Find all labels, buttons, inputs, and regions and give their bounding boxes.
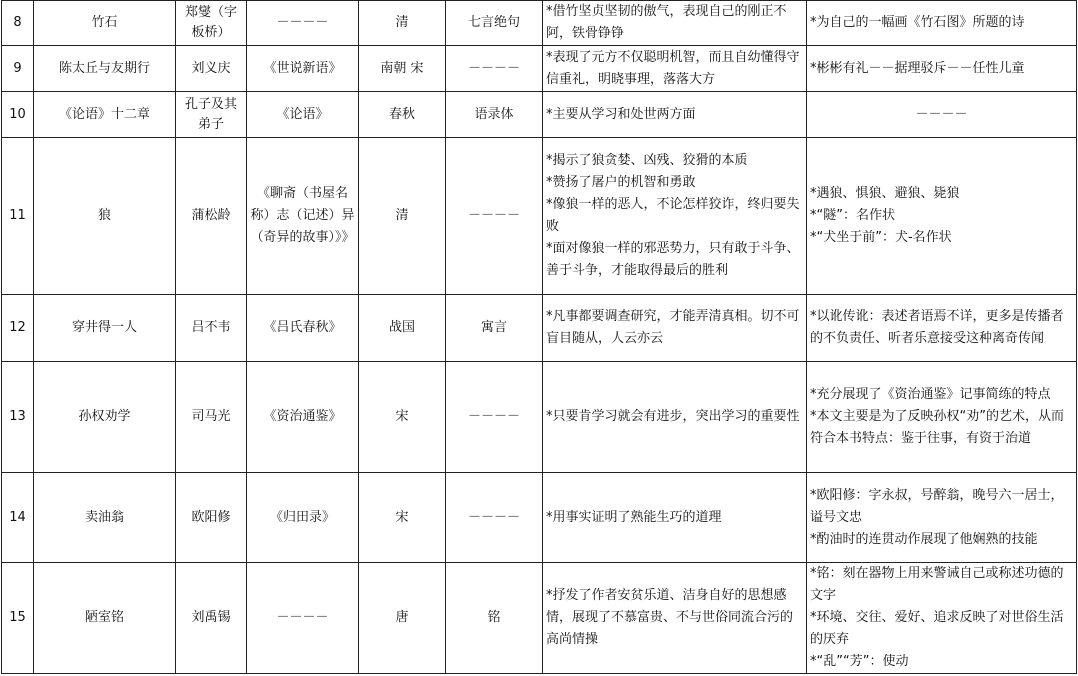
theme-line: *用事实证明了熟能生巧的道理 bbox=[546, 509, 722, 525]
notes-cell bbox=[807, 295, 1077, 362]
source-text: 《资治通鉴》 bbox=[263, 409, 342, 424]
era-cell: 战国 bbox=[359, 295, 446, 362]
notes-cell bbox=[807, 138, 1077, 295]
row-number: 11 bbox=[2, 138, 34, 295]
source-text: 《聊斋（书屋名称）志（记述）异（奇异的故事）》》 bbox=[250, 186, 355, 245]
notes-line: *铭：刻在器物上用来警诫自己或称述功德的文字 bbox=[810, 566, 1064, 603]
author-cell bbox=[176, 473, 247, 563]
notes-line: *充分展现了《资治通鉴》记事简练的特点 bbox=[810, 387, 1051, 402]
theme-cell bbox=[543, 46, 807, 92]
genre-cell: 七言绝句 bbox=[446, 1, 543, 46]
table-body bbox=[2, 1, 1077, 674]
author-text: 蒲松龄 bbox=[191, 208, 231, 223]
row-number: 9 bbox=[2, 46, 34, 92]
author-cell bbox=[176, 1, 247, 46]
notes-cell bbox=[807, 473, 1077, 563]
source-text: －－－－ bbox=[276, 610, 329, 625]
notes-line: *遇狼、惧狼、避狼、毙狼 bbox=[810, 186, 960, 201]
source-cell bbox=[247, 362, 359, 473]
table-row bbox=[2, 46, 1077, 92]
source-cell bbox=[247, 1, 359, 46]
work-title: 穿井得一人 bbox=[34, 295, 176, 362]
author-cell bbox=[176, 295, 247, 362]
notes-cell bbox=[807, 46, 1077, 92]
literature-table bbox=[1, 0, 1077, 674]
genre-cell: 铭 bbox=[446, 563, 543, 674]
notes-line: *为自己的一幅画《竹石图》所题的诗 bbox=[810, 15, 1025, 30]
notes-line: *本文主要是为了反映孙权“劝”的艺术，从而符合本书特点：鉴于往事，有资于治道 bbox=[810, 409, 1064, 446]
notes-cell bbox=[807, 362, 1077, 473]
row-number: 10 bbox=[2, 92, 34, 138]
row-number: 13 bbox=[2, 362, 34, 473]
source-text: 《吕氏春秋》 bbox=[263, 320, 342, 335]
notes-cell bbox=[807, 92, 1077, 138]
row-number: 15 bbox=[2, 563, 34, 674]
genre-cell: －－－－ bbox=[446, 473, 543, 563]
theme-cell bbox=[543, 362, 807, 473]
theme-cell bbox=[543, 1, 807, 46]
era-cell: 南朝 宋 bbox=[359, 46, 446, 92]
table-row bbox=[2, 473, 1077, 563]
genre-cell: 寓言 bbox=[446, 295, 543, 362]
author-cell bbox=[176, 563, 247, 674]
author-cell bbox=[176, 92, 247, 138]
genre-cell: －－－－ bbox=[446, 46, 543, 92]
source-cell bbox=[247, 46, 359, 92]
author-text: 郑燮（字板桥） bbox=[184, 5, 237, 40]
author-text: 欧阳修 bbox=[191, 509, 231, 525]
source-cell bbox=[247, 473, 359, 563]
author-text: 吕不韦 bbox=[191, 320, 231, 335]
table-row bbox=[2, 1, 1077, 46]
work-title: 《论语》十二章 bbox=[34, 92, 176, 138]
genre-cell: －－－－ bbox=[446, 362, 543, 473]
theme-line: *表现了元方不仅聪明机智，而且自幼懂得守信重礼，明晓事理，落落大方 bbox=[546, 49, 800, 87]
theme-line: *只要肯学习就会有进步，突出学习的重要性 bbox=[546, 409, 800, 424]
notes-line: *以讹传讹：表述者语焉不详，更多是传播者的不负责任、听者乐意接受这种离奇传闻 bbox=[810, 309, 1064, 346]
theme-line: *凡事都要调查研究，才能弄清真相。切不可盲目随从，人云亦云 bbox=[546, 309, 800, 346]
era-cell: 宋 bbox=[359, 362, 446, 473]
theme-line: *借竹坚贞坚韧的傲气，表现自己的刚正不阿，铁骨铮铮 bbox=[546, 4, 787, 41]
table-row bbox=[2, 362, 1077, 473]
theme-cell bbox=[543, 92, 807, 138]
theme-line: *像狼一样的恶人，不论怎样狡诈，终归要失败 bbox=[546, 197, 800, 234]
source-text: 《世说新语》 bbox=[263, 60, 342, 76]
work-title: 卖油翁 bbox=[34, 473, 176, 563]
theme-cell bbox=[543, 138, 807, 295]
source-text: 《论语》 bbox=[276, 106, 329, 122]
table-row bbox=[2, 563, 1077, 674]
theme-line: *赞扬了屠户的机智和勇敢 bbox=[546, 175, 696, 190]
source-text: 《归田录》 bbox=[269, 509, 335, 525]
theme-cell bbox=[543, 563, 807, 674]
table-row bbox=[2, 295, 1077, 362]
theme-line: *面对像狼一样的邪恶势力，只有敢于斗争、善于斗争，才能取得最后的胜利 bbox=[546, 241, 800, 278]
era-cell: 唐 bbox=[359, 563, 446, 674]
author-cell bbox=[176, 362, 247, 473]
notes-line: －－－－ bbox=[915, 106, 968, 122]
work-title: 竹石 bbox=[34, 1, 176, 46]
author-text: 司马光 bbox=[191, 409, 231, 424]
work-title: 孙权劝学 bbox=[34, 362, 176, 473]
source-cell bbox=[247, 563, 359, 674]
notes-line: *“犬坐于前”：犬-名作状 bbox=[810, 230, 952, 245]
notes-line: *“隧”：名作状 bbox=[810, 208, 895, 223]
theme-line: *主要从学习和处世两方面 bbox=[546, 106, 696, 122]
notes-line: *彬彬有礼－－据理驳斥－－任性儿童 bbox=[810, 60, 1025, 76]
era-cell: 清 bbox=[359, 138, 446, 295]
notes-line: *环境、交往、爱好、追求反映了对世俗生活的厌弃 bbox=[810, 610, 1064, 647]
table-row bbox=[2, 92, 1077, 138]
source-cell bbox=[247, 295, 359, 362]
source-cell bbox=[247, 138, 359, 295]
source-cell bbox=[247, 92, 359, 138]
notes-line: *欧阳修：字永叔，号醉翁，晚号六一居士，谥号文忠 bbox=[810, 487, 1064, 525]
theme-cell bbox=[543, 473, 807, 563]
theme-line: *揭示了狼贪婪、凶残、狡猾的本质 bbox=[546, 153, 748, 168]
theme-cell bbox=[543, 295, 807, 362]
source-text: －－－－ bbox=[276, 15, 329, 30]
era-cell: 春秋 bbox=[359, 92, 446, 138]
era-cell: 宋 bbox=[359, 473, 446, 563]
work-title: 陈太丘与友期行 bbox=[34, 46, 176, 92]
author-cell bbox=[176, 46, 247, 92]
notes-cell bbox=[807, 1, 1077, 46]
author-text: 刘义庆 bbox=[191, 60, 231, 76]
notes-cell bbox=[807, 563, 1077, 674]
genre-cell: 语录体 bbox=[446, 92, 543, 138]
era-cell: 清 bbox=[359, 1, 446, 46]
author-text: 刘禹锡 bbox=[191, 610, 231, 625]
table-row bbox=[2, 138, 1077, 295]
work-title: 狼 bbox=[34, 138, 176, 295]
row-number: 8 bbox=[2, 1, 34, 46]
author-text: 孔子及其弟子 bbox=[184, 96, 237, 132]
author-cell bbox=[176, 138, 247, 295]
genre-cell: －－－－ bbox=[446, 138, 543, 295]
row-number: 12 bbox=[2, 295, 34, 362]
row-number: 14 bbox=[2, 473, 34, 563]
notes-line: *酌油时的连贯动作展现了他娴熟的技能 bbox=[810, 531, 1038, 547]
notes-line: *“乱”“芳”：使动 bbox=[810, 654, 909, 669]
work-title: 陋室铭 bbox=[34, 563, 176, 674]
theme-line: *抒发了作者安贫乐道、洁身自好的思想感情，展现了不慕富贵、不与世俗同流合污的高尚情操 bbox=[546, 588, 794, 647]
